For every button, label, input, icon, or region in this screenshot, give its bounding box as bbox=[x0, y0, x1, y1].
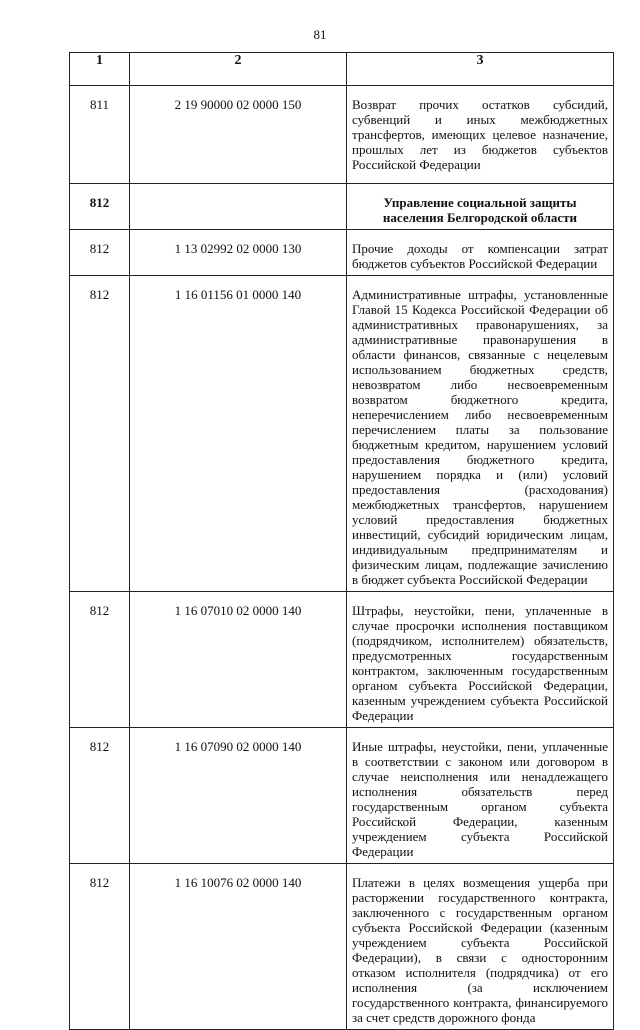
column-header-1: 1 bbox=[70, 53, 130, 86]
table-row bbox=[70, 728, 614, 864]
table-row bbox=[70, 864, 614, 1030]
admin-code-cell: 812 bbox=[70, 592, 130, 728]
page-number: 81 bbox=[313, 27, 327, 42]
admin-code-cell: 812 bbox=[70, 728, 130, 864]
description-cell: Прочие доходы от компенсации затрат бюджетов субъектов Российской Федерации bbox=[347, 230, 614, 276]
description-cell: Иные штрафы, неустойки, пени, уплаченные в соответствии с законом или договором в случае неисполнения или ненадлежащего исполнения обязательств перед государственным органом субъекта Российской Федерации, казенным учреждением субъекта Российской Федерации bbox=[347, 728, 614, 864]
revenue-code-cell: 1 16 01156 01 0000 140 bbox=[130, 276, 347, 592]
table-row bbox=[70, 592, 614, 728]
revenue-codes-table bbox=[69, 52, 614, 1030]
column-header-2: 2 bbox=[130, 53, 347, 86]
description-cell: Штрафы, неустойки, пени, уплаченные в случае просрочки исполнения поставщиком (подрядчиком, исполнителем) обязательств, предусмотренных государственным контрактом, заключенным государственным органом субъекта Российской Федерации, казенным учреждением субъекта Российской Федерации bbox=[347, 592, 614, 728]
admin-code-cell: 812 bbox=[70, 184, 130, 230]
table-row bbox=[70, 230, 614, 276]
table-row bbox=[70, 276, 614, 592]
description-cell: Возврат прочих остатков субсидий, субвенций и иных межбюджетных трансфертов, имеющих целевое назначение, прошлых лет из бюджетов субъектов Российской Федерации bbox=[347, 86, 614, 184]
revenue-code-cell: 2 19 90000 02 0000 150 bbox=[130, 86, 347, 184]
column-header-3: 3 bbox=[347, 53, 614, 86]
admin-code-cell: 812 bbox=[70, 276, 130, 592]
admin-code-cell: 812 bbox=[70, 230, 130, 276]
revenue-code-cell bbox=[130, 184, 347, 230]
table-header-row bbox=[70, 53, 614, 86]
description-cell: Платежи в целях возмещения ущерба при расторжении государственного контракта, заключенного с государственным органом субъекта Российской Федерации (казенным учреждением субъекта Российской Федерации), в связи с односторонним отказом исполнителя (подрядчика) от его исполнения (за исключением государственного контракта, финансируемого за счет средств дорожного фонда bbox=[347, 864, 614, 1030]
admin-code-cell: 812 bbox=[70, 864, 130, 1030]
section-heading-cell: Управление социальной защиты населения Белгородской области bbox=[347, 184, 614, 230]
admin-code-cell: 811 bbox=[70, 86, 130, 184]
table-row-section-heading bbox=[70, 184, 614, 230]
revenue-code-cell: 1 16 07090 02 0000 140 bbox=[130, 728, 347, 864]
description-cell: Административные штрафы, установленные Главой 15 Кодекса Российской Федерации об административных правонарушениях, за административные правонарушения в области финансов, связанные с нецелевым использованием бюджетных средств, невозвратом либо несвоевременным возвратом бюджетного кредита, неперечислением либо несвоевременным перечислением платы за пользование бюджетным кредитом, нарушением условий предоставления бюджетного кредита, нарушением порядка и (или) условий предоставления (расходования) межбюджетных трансфертов, нарушением условий предоставления бюджетных инвестиций, субсидий юридическим лицам, индивидуальным предпринимателям и физическим лицам, подлежащие зачислению в бюджет субъекта Российской Федерации bbox=[347, 276, 614, 592]
revenue-code-cell: 1 16 07010 02 0000 140 bbox=[130, 592, 347, 728]
table-row bbox=[70, 86, 614, 184]
revenue-code-cell: 1 13 02992 02 0000 130 bbox=[130, 230, 347, 276]
revenue-code-cell: 1 16 10076 02 0000 140 bbox=[130, 864, 347, 1030]
